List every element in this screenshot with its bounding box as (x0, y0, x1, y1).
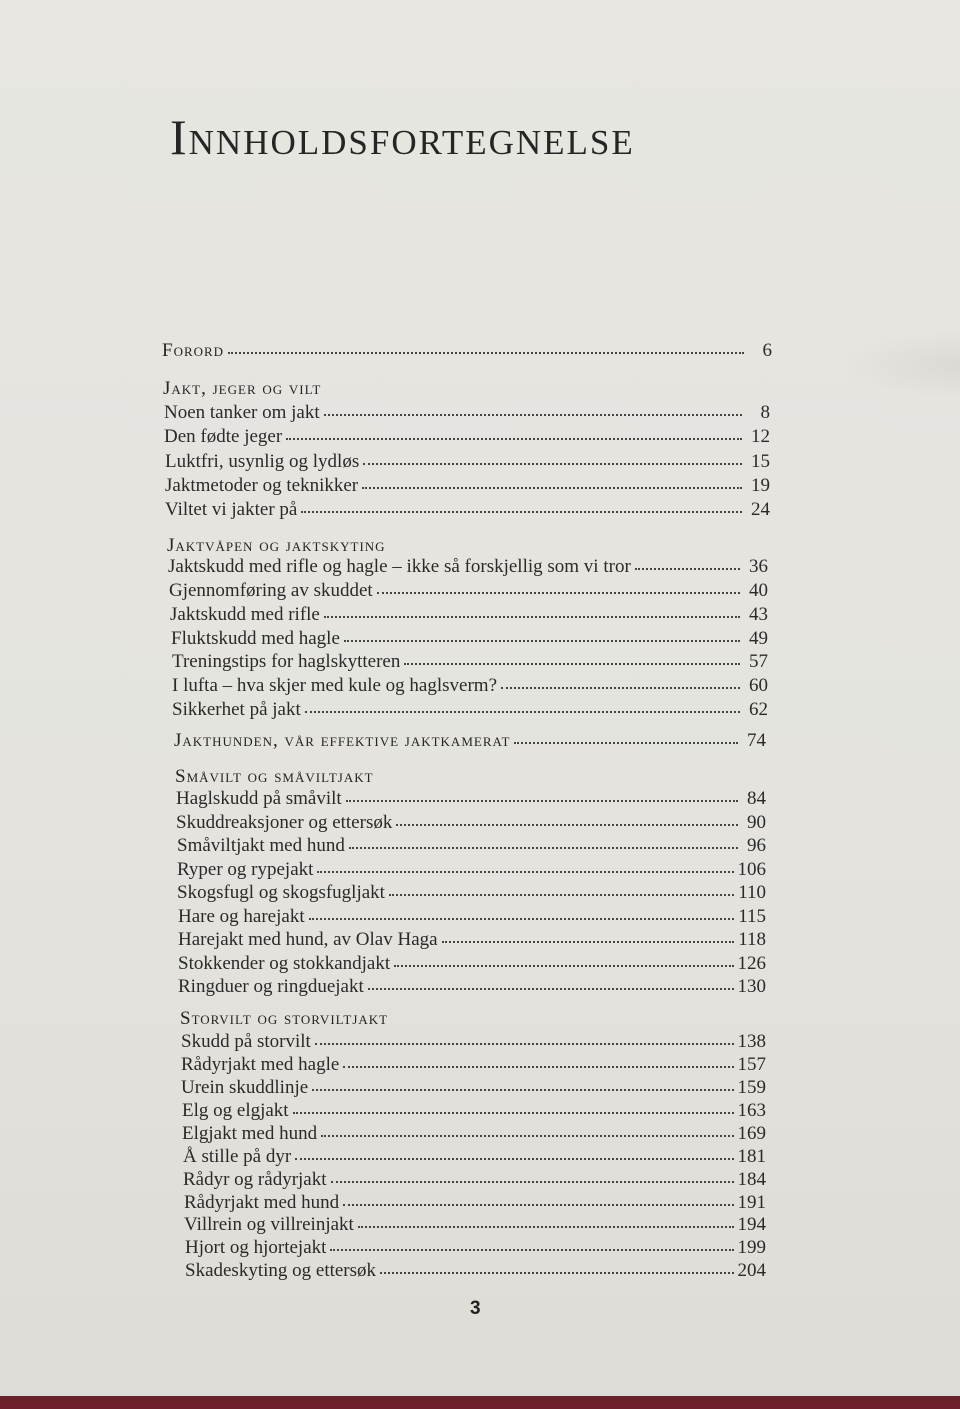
toc-entry[interactable] (169, 580, 768, 602)
toc-entry-page: 130 (737, 976, 766, 997)
toc-entry-title: Å stille på dyr (183, 1146, 292, 1167)
dot-leader (293, 1108, 734, 1114)
dot-leader (321, 1131, 733, 1137)
toc-entry-page: 163 (737, 1100, 766, 1121)
dot-leader (295, 1154, 733, 1160)
toc-entry-title: Rådyrjakt med hund (184, 1192, 340, 1213)
toc-entry-page: 159 (737, 1077, 766, 1098)
dot-leader (349, 843, 738, 849)
toc-entry-title: Hjort og hjortejakt (185, 1237, 327, 1258)
dot-leader (343, 1200, 733, 1206)
toc-entry-title: Stokkender og stokkandjakt (178, 953, 391, 974)
section-heading: Jakt, jeger og vilt (163, 378, 322, 399)
section-heading: Storvilt og storviltjakt (180, 1008, 389, 1029)
toc-entry-page: 194 (737, 1214, 766, 1235)
dot-leader (380, 1268, 733, 1274)
dot-leader (394, 961, 733, 967)
dot-leader (330, 1245, 733, 1251)
toc-entry-page: 36 (749, 556, 768, 577)
toc-entry[interactable] (164, 426, 770, 448)
toc-entry-title: Jaktmetoder og teknikker (165, 475, 359, 496)
section-heading: Småvilt og småviltjakt (175, 766, 374, 787)
dot-leader (305, 707, 740, 713)
toc-entry-page: 15 (751, 451, 770, 472)
dot-leader (344, 636, 740, 642)
dot-leader (363, 459, 742, 465)
toc-entry-page: 43 (749, 604, 768, 625)
toc-entry-page: 90 (747, 812, 766, 833)
toc-entry[interactable] (176, 788, 766, 810)
toc-entry-title: Skuddreaksjoner og ettersøk (176, 812, 393, 833)
toc-entry-title: Harejakt med hund, av Olav Haga (178, 929, 438, 950)
toc-entry-page: 106 (737, 859, 766, 880)
dot-leader (301, 507, 742, 513)
dot-leader (346, 796, 738, 802)
toc-entry-page: 157 (737, 1054, 766, 1075)
toc-entry-title: Fluktskudd med hagle (171, 628, 340, 649)
toc-entry-page: 19 (751, 475, 770, 496)
dot-leader (317, 867, 733, 873)
section-heading: Jakthunden, vår effektive jaktkamerat (174, 730, 511, 751)
toc-entry-page: 62 (749, 699, 768, 720)
toc-entry[interactable] (177, 835, 766, 857)
toc-entry-page: 40 (749, 580, 768, 601)
dot-leader (331, 1177, 734, 1183)
toc-entry-page: 126 (737, 953, 766, 974)
toc-entry[interactable] (172, 651, 768, 673)
toc-entry-page: 169 (737, 1123, 766, 1144)
toc-entry-title: Jaktskudd med rifle (170, 604, 320, 625)
toc-entry-page: 138 (737, 1031, 766, 1052)
toc-entry-title: Haglskudd på småvilt (176, 788, 342, 809)
toc-entry-title: Urein skuddlinje (181, 1077, 309, 1098)
toc-entry-title: I lufta – hva skjer med kule og haglsverm? (172, 675, 498, 696)
toc-entry[interactable] (181, 1031, 766, 1053)
section-heading: Jaktvåpen og jaktskyting (167, 535, 386, 556)
toc-entry-title: Viltet vi jakter på (165, 499, 298, 520)
toc-entry-page: 118 (738, 929, 766, 950)
toc-entry-title: Ringduer og ringduejakt (178, 976, 364, 997)
toc-entry[interactable] (181, 1054, 766, 1076)
toc-entry[interactable] (178, 976, 766, 998)
dot-leader (362, 483, 742, 489)
dot-leader (396, 820, 738, 826)
toc-entry-page: 181 (737, 1146, 766, 1167)
dot-leader (635, 564, 740, 570)
toc-entry-title: Elgjakt med hund (182, 1123, 318, 1144)
toc-entry[interactable] (165, 499, 770, 521)
toc-section-heading-entry[interactable] (174, 730, 766, 752)
toc-entry-page: 57 (749, 651, 768, 672)
toc-entry-title: Sikkerhet på jakt (172, 699, 301, 720)
dot-leader (389, 890, 734, 896)
toc-entry[interactable] (182, 1123, 766, 1145)
toc-entry-title: Noen tanker om jakt (164, 402, 320, 423)
toc-entry-title: Jaktskudd med rifle og hagle – ikke så forskjellig som vi tror (168, 556, 631, 577)
toc-entry-title: Rådyrjakt med hagle (181, 1054, 340, 1075)
toc-entry-page: 24 (751, 499, 770, 520)
toc-foreword[interactable] (162, 340, 772, 362)
toc-entry-page: 96 (747, 835, 766, 856)
dot-leader (501, 683, 740, 689)
toc-entry[interactable] (164, 402, 770, 424)
toc-entry[interactable] (181, 1077, 766, 1099)
dot-leader (358, 1222, 734, 1228)
toc-entry-page: 6 (762, 340, 772, 361)
toc-entry[interactable] (184, 1214, 766, 1236)
toc-entry-title: Den fødte jeger (164, 426, 283, 447)
toc-entry[interactable] (184, 1192, 766, 1214)
toc-entry-page: 8 (760, 402, 770, 423)
page-title: Innholdsfortegnelse (170, 109, 635, 165)
toc-entry[interactable] (178, 953, 766, 975)
dot-leader (324, 410, 742, 416)
toc-entry[interactable] (165, 451, 770, 473)
toc-entry-page: 74 (747, 730, 766, 751)
toc-entry-page: 204 (737, 1260, 766, 1281)
toc-entry[interactable] (178, 906, 766, 928)
toc-entry-title: Rådyr og rådyrjakt (183, 1169, 327, 1190)
toc-entry[interactable] (182, 1100, 766, 1122)
toc-entry[interactable] (165, 475, 770, 497)
dot-leader (286, 434, 742, 440)
toc-entry-title: Luktfri, usynlig og lydløs (165, 451, 360, 472)
toc-entry-page: 49 (749, 628, 768, 649)
dot-leader (315, 1039, 734, 1045)
dot-leader (343, 1062, 733, 1068)
toc-entry[interactable] (183, 1146, 766, 1168)
dot-leader (324, 612, 740, 618)
dot-leader (368, 984, 734, 990)
dot-leader (312, 1085, 733, 1091)
toc-entry[interactable] (177, 859, 766, 881)
toc-entry-page: 60 (749, 675, 768, 696)
toc-entry-title: Forord (162, 340, 225, 361)
dot-leader (404, 659, 740, 665)
toc-entry-page: 110 (738, 882, 766, 903)
dot-leader (442, 937, 735, 943)
toc-entry-page: 84 (747, 788, 766, 809)
dot-leader (309, 914, 735, 920)
dot-leader (514, 738, 738, 744)
toc-entry[interactable] (177, 882, 766, 904)
toc-entry[interactable] (170, 604, 768, 626)
toc-entry-page: 199 (737, 1237, 766, 1258)
toc-entry-title: Skadeskyting og ettersøk (185, 1260, 377, 1281)
toc-entry[interactable] (185, 1237, 766, 1259)
page-number: 3 (470, 1298, 481, 1319)
toc-entry[interactable] (172, 699, 768, 721)
toc-entry-page: 191 (737, 1192, 766, 1213)
dot-leader (377, 588, 740, 594)
dot-leader (228, 348, 744, 354)
toc-entry-title: Skudd på storvilt (181, 1031, 311, 1052)
toc-entry[interactable] (172, 675, 768, 697)
toc-entry-page: 12 (751, 426, 770, 447)
toc-entry-page: 115 (738, 906, 766, 927)
toc-entry-title: Elg og elgjakt (182, 1100, 289, 1121)
toc-entry-title: Skogsfugl og skogsfugljakt (177, 882, 385, 903)
toc-entry[interactable] (168, 556, 768, 578)
toc-entry-title: Ryper og rypejakt (177, 859, 314, 880)
toc-entry-title: Treningstips for haglskytteren (172, 651, 401, 672)
toc-entry[interactable] (178, 929, 766, 951)
toc-entry-title: Hare og harejakt (178, 906, 305, 927)
toc-entry-title: Småviltjakt med hund (177, 835, 345, 856)
toc-entry[interactable] (171, 628, 768, 650)
toc-entry[interactable] (183, 1169, 766, 1191)
toc-entry-title: Gjennomføring av skuddet (169, 580, 373, 601)
toc-entry[interactable] (176, 812, 766, 834)
toc-entry-title: Villrein og villreinjakt (184, 1214, 354, 1235)
toc-entry-page: 184 (737, 1169, 766, 1190)
toc-entry[interactable] (185, 1260, 766, 1282)
